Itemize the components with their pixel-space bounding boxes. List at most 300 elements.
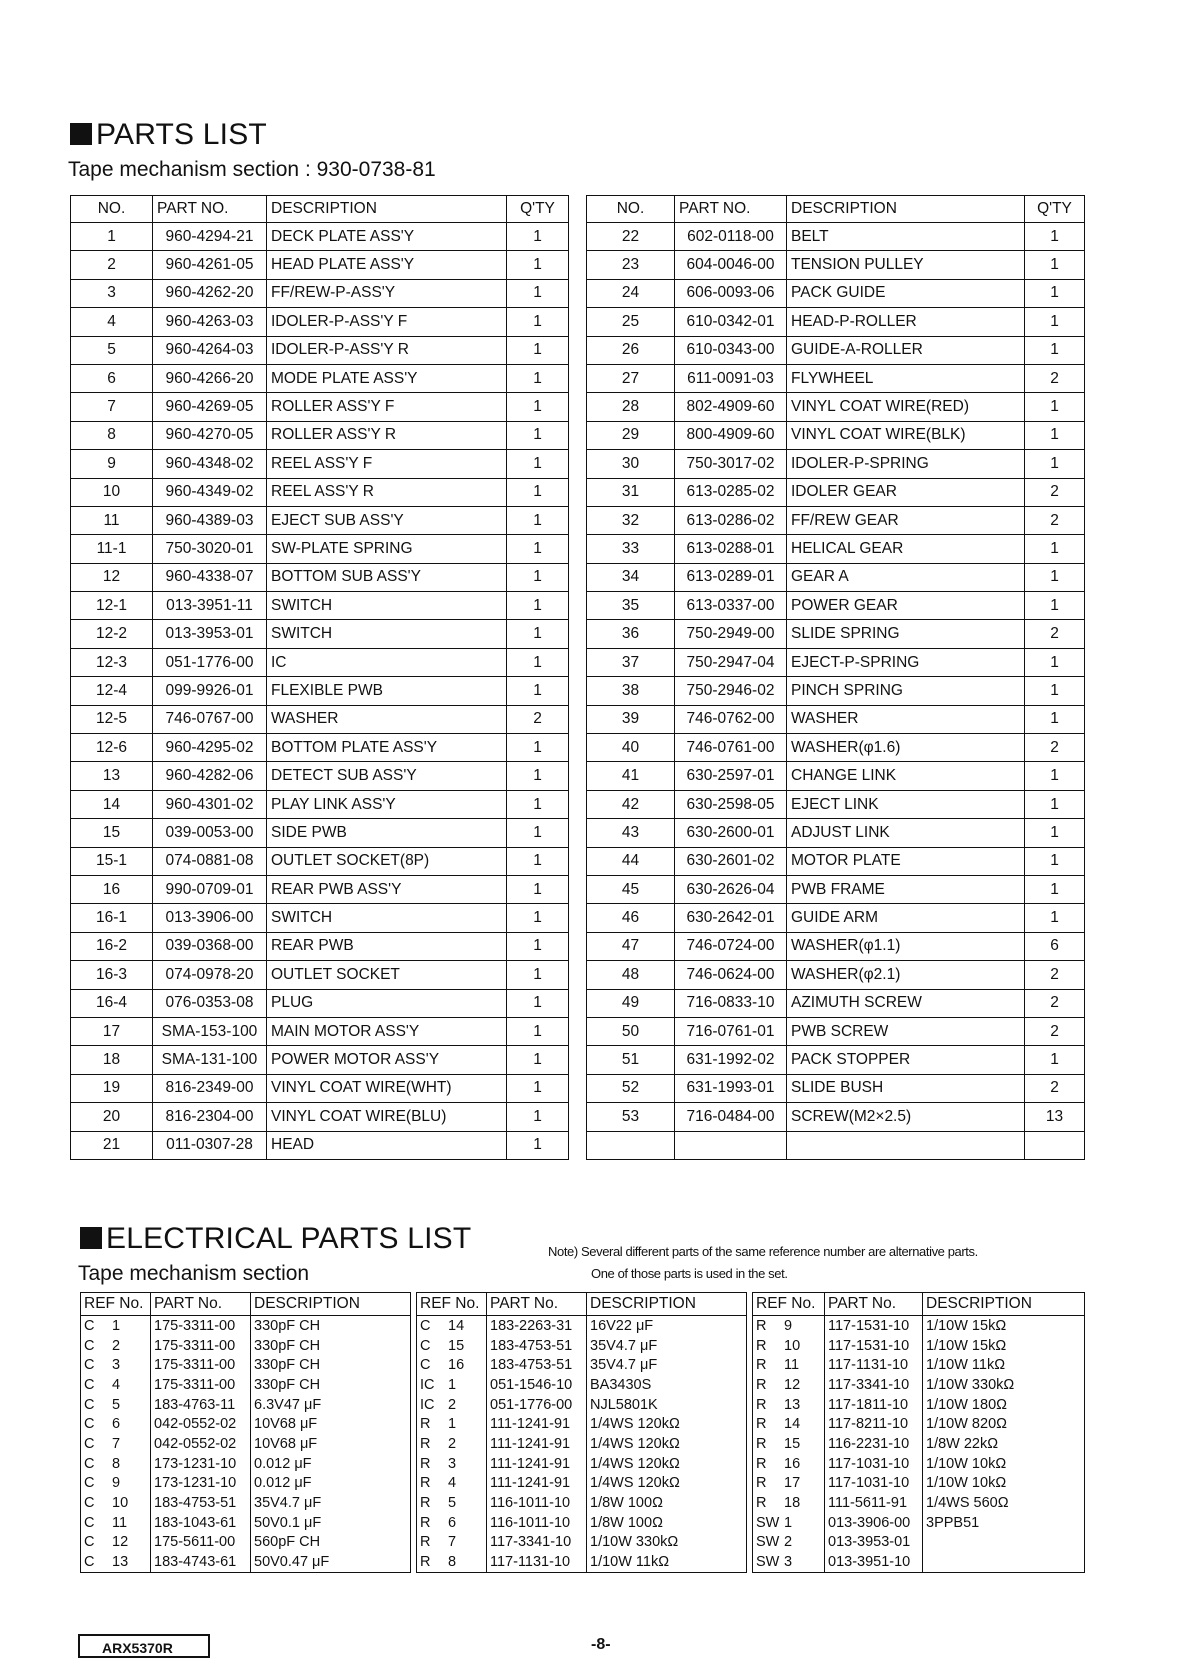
cell-description: 1/4WS 120kΩ xyxy=(587,1474,747,1494)
cell-qty: 1 xyxy=(507,592,569,620)
cell-qty: 1 xyxy=(1025,592,1085,620)
col-header-qty: Q'TY xyxy=(507,196,569,223)
cell-description: 1/10W 180Ω xyxy=(923,1395,1085,1415)
cell-part-no: 175-3311-00 xyxy=(151,1355,251,1375)
cell-part-no: 111-1241-91 xyxy=(487,1454,587,1474)
table-row xyxy=(71,1017,569,1045)
cell-part-no: 173-1231-10 xyxy=(151,1454,251,1474)
table-row xyxy=(71,734,569,762)
cell-no: 32 xyxy=(587,506,675,534)
table-row xyxy=(417,1552,747,1572)
cell-description: HELICAL GEAR xyxy=(787,535,1025,563)
cell-description: REEL ASS'Y R xyxy=(267,478,507,506)
ref-number: 1 xyxy=(112,1317,121,1334)
cell-no xyxy=(587,1131,675,1159)
ref-prefix: C xyxy=(84,1416,95,1433)
cell-description: SWITCH xyxy=(267,592,507,620)
cell-ref-no xyxy=(81,1375,151,1395)
cell-no: 37 xyxy=(587,648,675,676)
cell-description: 1/10W 820Ω xyxy=(923,1414,1085,1434)
cell-no: 16 xyxy=(71,875,153,903)
cell-no: 40 xyxy=(587,734,675,762)
cell-part-no: 116-1011-10 xyxy=(487,1513,587,1533)
table-row xyxy=(71,961,569,989)
ref-prefix: C xyxy=(420,1317,431,1334)
table-row xyxy=(71,308,569,336)
cell-part-no: 960-4269-05 xyxy=(153,393,267,421)
cell-ref-no xyxy=(417,1434,487,1454)
ref-number: 17 xyxy=(784,1475,801,1492)
cell-part-no: 960-4262-20 xyxy=(153,279,267,307)
cell-no: 26 xyxy=(587,336,675,364)
cell-qty: 1 xyxy=(507,847,569,875)
table-row xyxy=(753,1316,1085,1336)
cell-part-no: 960-4389-03 xyxy=(153,506,267,534)
cell-part-no xyxy=(675,1131,787,1159)
cell-no: 42 xyxy=(587,790,675,818)
cell-no: 12-5 xyxy=(71,705,153,733)
cell-part-no: 117-1131-10 xyxy=(825,1355,923,1375)
cell-qty: 1 xyxy=(507,734,569,762)
cell-no: 12-6 xyxy=(71,734,153,762)
table-row xyxy=(587,592,1085,620)
cell-qty: 1 xyxy=(507,989,569,1017)
table-row xyxy=(587,1103,1085,1131)
cell-ref-no xyxy=(753,1395,825,1415)
cell-part-no: 960-4349-02 xyxy=(153,478,267,506)
cell-no: 19 xyxy=(71,1074,153,1102)
ref-number: 5 xyxy=(112,1396,121,1413)
cell-qty: 1 xyxy=(507,1131,569,1159)
ref-number: 13 xyxy=(784,1396,801,1413)
cell-part-no: 613-0289-01 xyxy=(675,563,787,591)
cell-part-no: 990-0709-01 xyxy=(153,875,267,903)
table-row xyxy=(81,1336,411,1356)
cell-ref-no xyxy=(753,1336,825,1356)
table-row xyxy=(71,790,569,818)
cell-qty: 1 xyxy=(507,932,569,960)
cell-part-no: 175-3311-00 xyxy=(151,1336,251,1356)
cell-qty: 1 xyxy=(1025,875,1085,903)
table-row xyxy=(753,1434,1085,1454)
cell-description: DETECT SUB ASS'Y xyxy=(267,762,507,790)
cell-no: 47 xyxy=(587,932,675,960)
cell-part-no: 111-1241-91 xyxy=(487,1434,587,1454)
cell-no: 15-1 xyxy=(71,847,153,875)
cell-qty: 1 xyxy=(1025,223,1085,251)
cell-description: PINCH SPRING xyxy=(787,677,1025,705)
ref-prefix: IC xyxy=(420,1376,435,1393)
cell-no: 22 xyxy=(587,223,675,251)
cell-no: 48 xyxy=(587,961,675,989)
ref-number: 7 xyxy=(448,1534,457,1551)
cell-part-no: 183-1043-61 xyxy=(151,1513,251,1533)
cell-ref-no xyxy=(81,1414,151,1434)
square-bullet-icon xyxy=(70,123,92,145)
col-header-description: DESCRIPTION xyxy=(251,1293,411,1316)
cell-description: SCREW(M2×2.5) xyxy=(787,1103,1025,1131)
cell-part-no: 117-1131-10 xyxy=(487,1552,587,1572)
cell-no: 53 xyxy=(587,1103,675,1131)
cell-part-no: 117-1031-10 xyxy=(825,1474,923,1494)
cell-qty: 1 xyxy=(1025,279,1085,307)
cell-description: 330pF CH xyxy=(251,1336,411,1356)
col-header-description: DESCRIPTION xyxy=(587,1293,747,1316)
cell-part-no: 613-0286-02 xyxy=(675,506,787,534)
table-row xyxy=(71,1046,569,1074)
parts-list-title: PARTS LIST xyxy=(70,118,267,152)
cell-qty: 1 xyxy=(1025,1046,1085,1074)
cell-description: 1/10W 10kΩ xyxy=(923,1474,1085,1494)
ref-prefix: R xyxy=(420,1554,431,1571)
cell-ref-no xyxy=(81,1316,151,1336)
cell-part-no: 116-1011-10 xyxy=(487,1493,587,1513)
cell-description: HEAD-P-ROLLER xyxy=(787,308,1025,336)
cell-no: 36 xyxy=(587,620,675,648)
cell-qty: 1 xyxy=(507,478,569,506)
ref-number: 8 xyxy=(448,1554,457,1571)
table-row xyxy=(71,251,569,279)
table-row xyxy=(587,734,1085,762)
cell-ref-no xyxy=(417,1414,487,1434)
cell-no: 11-1 xyxy=(71,535,153,563)
cell-qty xyxy=(1025,1131,1085,1159)
cell-part-no: 746-0767-00 xyxy=(153,705,267,733)
ref-prefix: IC xyxy=(420,1396,435,1413)
cell-description xyxy=(787,1131,1025,1159)
cell-description: BOTTOM SUB ASS'Y xyxy=(267,563,507,591)
cell-qty: 1 xyxy=(1025,847,1085,875)
cell-ref-no xyxy=(81,1513,151,1533)
electrical-table-2 xyxy=(416,1292,747,1573)
cell-qty: 1 xyxy=(1025,819,1085,847)
cell-part-no: 802-4909-60 xyxy=(675,393,787,421)
cell-qty: 1 xyxy=(507,450,569,478)
cell-no: 15 xyxy=(71,819,153,847)
table-row xyxy=(81,1454,411,1474)
cell-ref-no xyxy=(417,1474,487,1494)
model-number-box: ARX5370R xyxy=(78,1634,210,1658)
table-row xyxy=(71,847,569,875)
cell-qty: 1 xyxy=(507,535,569,563)
cell-no: 41 xyxy=(587,762,675,790)
cell-part-no: 111-5611-91 xyxy=(825,1493,923,1513)
cell-part-no: 960-4263-03 xyxy=(153,308,267,336)
cell-description: IDOLER-P-SPRING xyxy=(787,450,1025,478)
cell-description: 330pF CH xyxy=(251,1316,411,1336)
ref-number: 3 xyxy=(448,1455,457,1472)
cell-part-no: 051-1546-10 xyxy=(487,1375,587,1395)
cell-description: IDOLER-P-ASS'Y F xyxy=(267,308,507,336)
cell-no: 2 xyxy=(71,251,153,279)
ref-number: 12 xyxy=(784,1376,801,1393)
cell-ref-no xyxy=(753,1513,825,1533)
ref-number: 15 xyxy=(784,1435,801,1452)
cell-qty: 1 xyxy=(507,251,569,279)
cell-description: 1/4WS 120kΩ xyxy=(587,1434,747,1454)
cell-ref-no xyxy=(81,1533,151,1553)
cell-part-no: 183-4743-61 xyxy=(151,1552,251,1572)
cell-ref-no xyxy=(417,1336,487,1356)
cell-ref-no xyxy=(417,1375,487,1395)
col-header-no: NO. xyxy=(587,196,675,223)
ref-number: 11 xyxy=(784,1357,800,1374)
table-header-row xyxy=(753,1293,1085,1316)
table-row xyxy=(71,904,569,932)
cell-no: 28 xyxy=(587,393,675,421)
cell-part-no: 630-2598-05 xyxy=(675,790,787,818)
cell-part-no: 116-2231-10 xyxy=(825,1434,923,1454)
cell-ref-no xyxy=(81,1474,151,1494)
cell-description: 1/4WS 560Ω xyxy=(923,1493,1085,1513)
cell-part-no: 611-0091-03 xyxy=(675,364,787,392)
cell-part-no: 013-3951-10 xyxy=(825,1552,923,1572)
ref-prefix: R xyxy=(420,1475,431,1492)
cell-ref-no xyxy=(753,1533,825,1553)
cell-part-no: 746-0762-00 xyxy=(675,705,787,733)
cell-description: POWER GEAR xyxy=(787,592,1025,620)
cell-part-no: 183-4753-51 xyxy=(487,1355,587,1375)
cell-no: 6 xyxy=(71,364,153,392)
table-row xyxy=(71,393,569,421)
table-row xyxy=(81,1552,411,1572)
cell-part-no: 602-0118-00 xyxy=(675,223,787,251)
cell-part-no: 631-1993-01 xyxy=(675,1074,787,1102)
cell-ref-no xyxy=(753,1434,825,1454)
cell-part-no: 117-1811-10 xyxy=(825,1395,923,1415)
ref-prefix: SW xyxy=(756,1514,780,1531)
cell-description: PLUG xyxy=(267,989,507,1017)
ref-number: 9 xyxy=(112,1475,121,1492)
cell-qty: 1 xyxy=(507,393,569,421)
table-row xyxy=(753,1552,1085,1572)
col-header-description: DESCRIPTION xyxy=(787,196,1025,223)
table-row xyxy=(753,1395,1085,1415)
cell-ref-no xyxy=(753,1493,825,1513)
col-header-qty: Q'TY xyxy=(1025,196,1085,223)
cell-part-no: 960-4261-05 xyxy=(153,251,267,279)
ref-prefix: R xyxy=(756,1435,767,1452)
cell-part-no: 099-9926-01 xyxy=(153,677,267,705)
ref-prefix: C xyxy=(84,1534,95,1551)
cell-no: 20 xyxy=(71,1103,153,1131)
cell-part-no: 750-3017-02 xyxy=(675,450,787,478)
cell-description: MAIN MOTOR ASS'Y xyxy=(267,1017,507,1045)
cell-part-no: 117-3341-10 xyxy=(825,1375,923,1395)
ref-number: 4 xyxy=(448,1475,457,1492)
cell-part-no: 610-0342-01 xyxy=(675,308,787,336)
cell-description: 1/10W 330kΩ xyxy=(587,1533,747,1553)
table-row xyxy=(71,364,569,392)
ref-prefix: R xyxy=(756,1396,767,1413)
cell-part-no: 013-3906-00 xyxy=(825,1513,923,1533)
cell-part-no: 173-1231-10 xyxy=(151,1474,251,1494)
cell-description: BOTTOM PLATE ASS'Y xyxy=(267,734,507,762)
table-row xyxy=(587,279,1085,307)
cell-no: 16-1 xyxy=(71,904,153,932)
cell-part-no: 111-1241-91 xyxy=(487,1474,587,1494)
ref-prefix: C xyxy=(84,1396,95,1413)
cell-part-no: 039-0053-00 xyxy=(153,819,267,847)
table-row xyxy=(71,989,569,1017)
table-row xyxy=(587,223,1085,251)
cell-part-no: 183-4763-11 xyxy=(151,1395,251,1415)
table-row xyxy=(71,705,569,733)
cell-description: SWITCH xyxy=(267,904,507,932)
cell-description: GUIDE-A-ROLLER xyxy=(787,336,1025,364)
cell-part-no: 117-8211-10 xyxy=(825,1414,923,1434)
table-row xyxy=(417,1375,747,1395)
table-row xyxy=(417,1395,747,1415)
cell-qty: 1 xyxy=(507,1046,569,1074)
table-row xyxy=(587,506,1085,534)
ref-number: 9 xyxy=(784,1317,793,1334)
note-line-1: Note) Several different parts of the same reference number are alternative parts. xyxy=(548,1244,978,1259)
cell-part-no: 175-5611-00 xyxy=(151,1533,251,1553)
cell-qty: 1 xyxy=(1025,251,1085,279)
cell-no: 30 xyxy=(587,450,675,478)
cell-part-no: 613-0288-01 xyxy=(675,535,787,563)
cell-part-no: 606-0093-06 xyxy=(675,279,787,307)
table-row xyxy=(71,1131,569,1159)
ref-number: 1 xyxy=(448,1376,457,1393)
cell-part-no: 716-0484-00 xyxy=(675,1103,787,1131)
cell-part-no: 631-1992-02 xyxy=(675,1046,787,1074)
ref-prefix: R xyxy=(756,1495,767,1512)
cell-part-no: 613-0285-02 xyxy=(675,478,787,506)
ref-prefix: SW xyxy=(756,1554,780,1571)
cell-description: 1/10W 11kΩ xyxy=(587,1552,747,1572)
ref-prefix: C xyxy=(84,1376,95,1393)
cell-no: 5 xyxy=(71,336,153,364)
table-row xyxy=(753,1355,1085,1375)
ref-prefix: R xyxy=(756,1376,767,1393)
cell-part-no: 111-1241-91 xyxy=(487,1414,587,1434)
table-row xyxy=(417,1355,747,1375)
table-row xyxy=(753,1454,1085,1474)
table-row xyxy=(71,279,569,307)
cell-ref-no xyxy=(753,1474,825,1494)
cell-qty: 2 xyxy=(1025,620,1085,648)
cell-no: 25 xyxy=(587,308,675,336)
table-row xyxy=(71,478,569,506)
ref-number: 6 xyxy=(112,1416,121,1433)
cell-no: 12 xyxy=(71,563,153,591)
table-row xyxy=(587,364,1085,392)
cell-part-no: 042-0552-02 xyxy=(151,1434,251,1454)
cell-part-no: 816-2349-00 xyxy=(153,1074,267,1102)
cell-description: FF/REW-P-ASS'Y xyxy=(267,279,507,307)
ref-number: 13 xyxy=(112,1554,129,1571)
table-row xyxy=(587,421,1085,449)
cell-description: AZIMUTH SCREW xyxy=(787,989,1025,1017)
cell-description: SW-PLATE SPRING xyxy=(267,535,507,563)
cell-qty: 1 xyxy=(507,336,569,364)
cell-description: 0.012 μF xyxy=(251,1454,411,1474)
cell-qty: 1 xyxy=(507,1074,569,1102)
col-header-ref-no: REF No. xyxy=(417,1293,487,1316)
table-row xyxy=(81,1375,411,1395)
cell-part-no: 013-3906-00 xyxy=(153,904,267,932)
electrical-table-1 xyxy=(80,1292,411,1573)
cell-part-no: 175-3311-00 xyxy=(151,1375,251,1395)
col-header-ref-no: REF No. xyxy=(753,1293,825,1316)
table-header-row xyxy=(81,1293,411,1316)
cell-part-no: 175-3311-00 xyxy=(151,1316,251,1336)
electrical-table-3 xyxy=(752,1292,1085,1573)
cell-description: 10V68 μF xyxy=(251,1414,411,1434)
cell-qty: 2 xyxy=(1025,1017,1085,1045)
cell-description: 6.3V47 μF xyxy=(251,1395,411,1415)
cell-part-no: 960-4295-02 xyxy=(153,734,267,762)
cell-qty: 1 xyxy=(507,1017,569,1045)
cell-no: 21 xyxy=(71,1131,153,1159)
cell-part-no: 183-4753-51 xyxy=(151,1493,251,1513)
cell-part-no: 610-0343-00 xyxy=(675,336,787,364)
cell-qty: 1 xyxy=(1025,393,1085,421)
cell-ref-no xyxy=(81,1493,151,1513)
cell-qty: 1 xyxy=(1025,563,1085,591)
cell-description: GUIDE ARM xyxy=(787,904,1025,932)
table-row xyxy=(71,223,569,251)
cell-part-no: 011-0307-28 xyxy=(153,1131,267,1159)
cell-no: 1 xyxy=(71,223,153,251)
table-row xyxy=(753,1474,1085,1494)
cell-description: PWB FRAME xyxy=(787,875,1025,903)
cell-ref-no xyxy=(81,1395,151,1415)
cell-no: 31 xyxy=(587,478,675,506)
cell-part-no: 746-0624-00 xyxy=(675,961,787,989)
col-header-description: DESCRIPTION xyxy=(267,196,507,223)
cell-description: MOTOR PLATE xyxy=(787,847,1025,875)
col-header-part-no: PART NO. xyxy=(153,196,267,223)
cell-no: 16-2 xyxy=(71,932,153,960)
table-row xyxy=(417,1414,747,1434)
cell-no: 43 xyxy=(587,819,675,847)
table-row xyxy=(587,478,1085,506)
cell-description: 1/8W 100Ω xyxy=(587,1513,747,1533)
table-row xyxy=(587,1131,1085,1159)
cell-ref-no xyxy=(753,1355,825,1375)
ref-number: 8 xyxy=(112,1455,121,1472)
ref-prefix: R xyxy=(420,1514,431,1531)
cell-part-no: 076-0353-08 xyxy=(153,989,267,1017)
cell-qty: 2 xyxy=(507,705,569,733)
cell-no: 44 xyxy=(587,847,675,875)
ref-prefix: C xyxy=(84,1337,95,1354)
cell-no: 4 xyxy=(71,308,153,336)
cell-part-no: SMA-131-100 xyxy=(153,1046,267,1074)
cell-part-no: 039-0368-00 xyxy=(153,932,267,960)
cell-qty: 6 xyxy=(1025,932,1085,960)
ref-number: 4 xyxy=(112,1376,121,1393)
cell-description: 10V68 μF xyxy=(251,1434,411,1454)
ref-prefix: R xyxy=(756,1416,767,1433)
cell-no: 7 xyxy=(71,393,153,421)
cell-description: IDOLER GEAR xyxy=(787,478,1025,506)
cell-part-no: 960-4301-02 xyxy=(153,790,267,818)
table-row xyxy=(81,1533,411,1553)
table-row xyxy=(71,819,569,847)
cell-description: PLAY LINK ASS'Y xyxy=(267,790,507,818)
cell-part-no: 960-4264-03 xyxy=(153,336,267,364)
cell-qty: 1 xyxy=(507,819,569,847)
cell-ref-no xyxy=(417,1493,487,1513)
table-row xyxy=(71,592,569,620)
ref-number: 1 xyxy=(784,1514,793,1531)
ref-prefix: R xyxy=(756,1455,767,1472)
cell-no: 35 xyxy=(587,592,675,620)
